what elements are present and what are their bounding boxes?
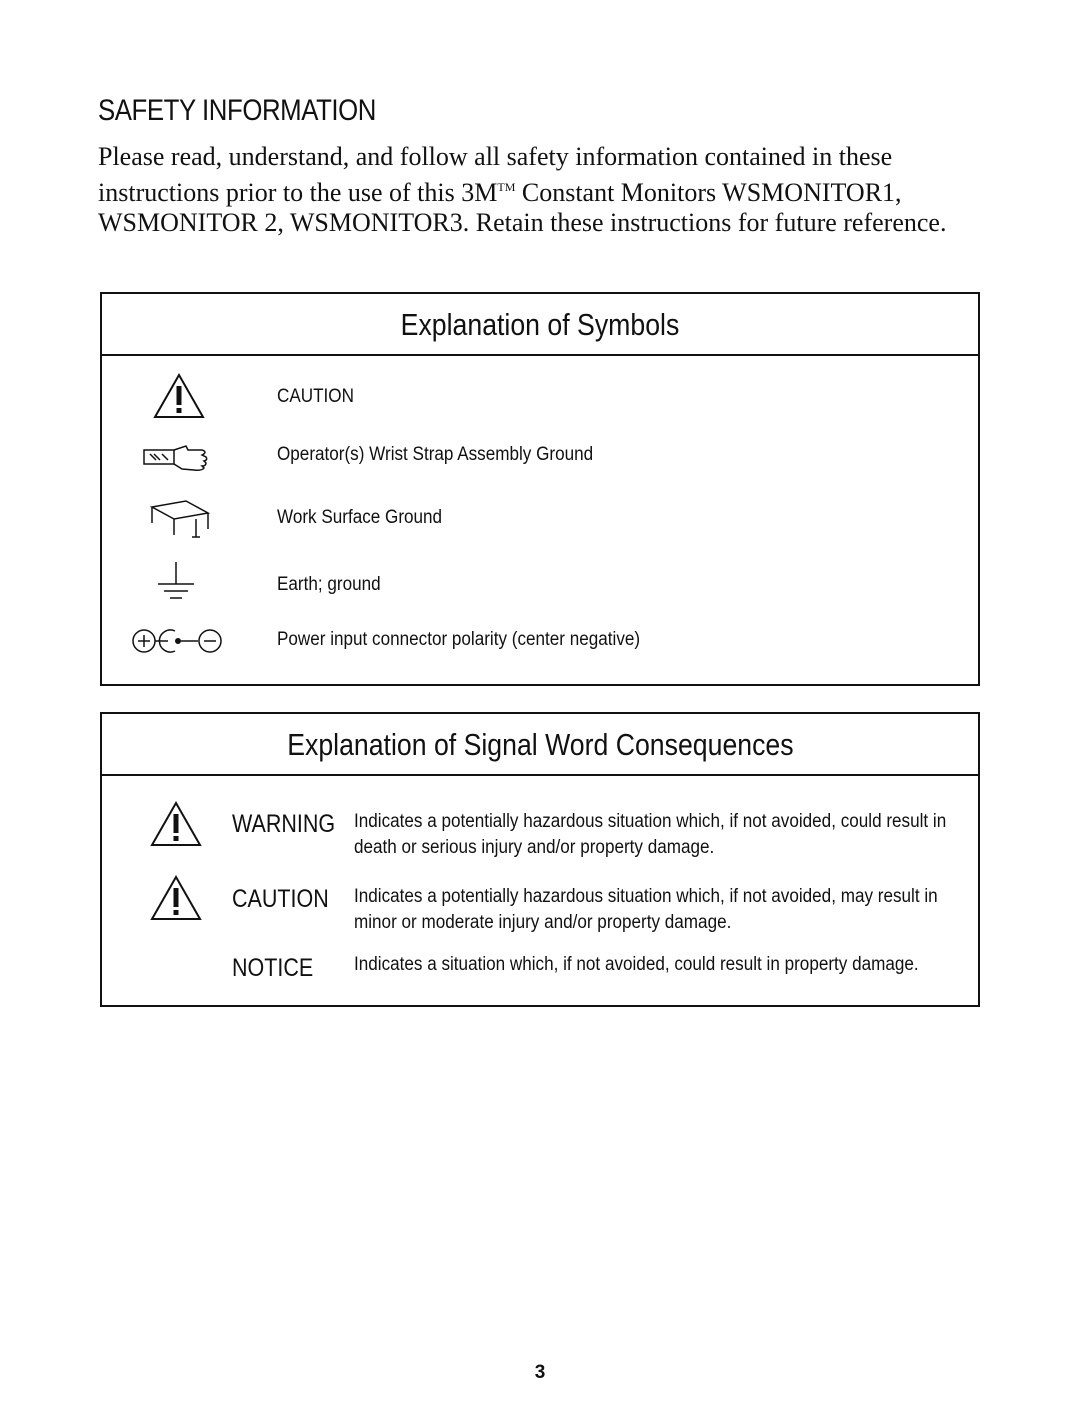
- intro-text-2: Constant Monitors WSMONITOR1, WSMONITOR 2, WSMONITOR3. Retain these instructions for future reference.: [98, 178, 947, 237]
- signal-word-notice: NOTICE: [232, 954, 314, 982]
- symbol-label: Operator(s) Wrist Strap Assembly Ground: [277, 444, 594, 465]
- warning-triangle-icon: [149, 800, 203, 848]
- caution-triangle-icon: [152, 372, 206, 420]
- caution-triangle-icon: [149, 874, 203, 922]
- signal-desc-notice: Indicates a situation which, if not avoided, could result in property damage.: [354, 954, 919, 975]
- symbol-label: CAUTION: [277, 386, 354, 407]
- signal-desc-caution: Indicates a potentially hazardous situation which, if not avoided, may result in minor or moderate injury and/or property damage.: [354, 886, 938, 933]
- symbols-box: [100, 292, 980, 686]
- page-heading: SAFETY INFORMATION: [98, 94, 376, 127]
- intro-text-1: Please read, understand, and follow all safety information contained in these instructions prior to the use of this 3M: [98, 142, 893, 207]
- signal-words-box: [100, 712, 980, 1007]
- symbols-box-title: Explanation of Symbols: [102, 294, 978, 356]
- work-surface-icon: [148, 499, 212, 541]
- trademark-mark: TM: [497, 180, 516, 194]
- signal-word-warning: WARNING: [232, 810, 336, 838]
- page-number: 3: [534, 1362, 546, 1383]
- symbol-label: Earth; ground: [277, 574, 381, 595]
- polarity-icon: [130, 627, 226, 655]
- earth-ground-icon: [154, 560, 198, 604]
- intro-paragraph: [98, 142, 948, 238]
- signal-word-caution: CAUTION: [232, 885, 329, 913]
- symbol-label: Work Surface Ground: [277, 507, 443, 528]
- wrist-strap-icon: [142, 442, 212, 474]
- signal-desc-warning: Indicates a potentially hazardous situation which, if not avoided, could result in death or serious injury and/or property damage.: [354, 811, 947, 858]
- signal-words-box-title: Explanation of Signal Word Consequences: [102, 714, 978, 776]
- symbol-label: Power input connector polarity (center negative): [277, 629, 641, 650]
